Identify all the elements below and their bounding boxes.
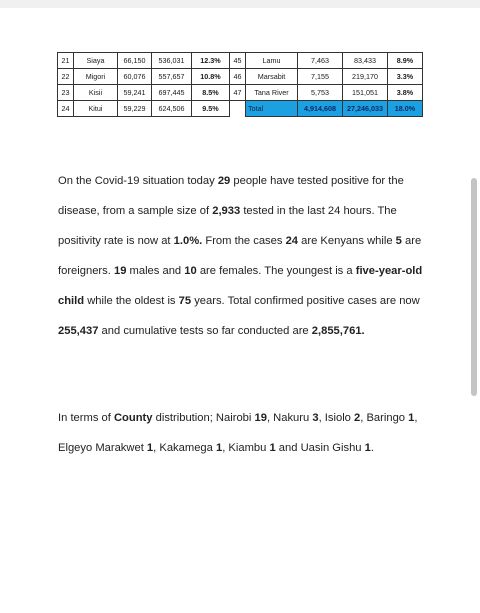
text-span: are foreigners. (58, 235, 422, 277)
males-count: 19 (113, 265, 127, 277)
tests-done: 624,506 (152, 101, 192, 117)
text-span: , Kakamega (153, 442, 216, 454)
county-distribution-paragraph (58, 403, 428, 463)
females-count: 10 (184, 265, 197, 277)
tests-done: 697,445 (152, 85, 192, 101)
county-count: 1 (408, 412, 415, 424)
text-span: males and (126, 265, 185, 277)
total-tests-done: 27,246,033 (343, 101, 388, 117)
row-number: 21 (58, 53, 74, 69)
positivity-rate: 8.5% (192, 85, 230, 101)
positive-cases: 66,150 (118, 53, 152, 69)
county-name: Migori (74, 69, 118, 85)
total-positive-cases: 4,914,608 (298, 101, 343, 117)
positivity-rate-value: 1.0%. (173, 235, 203, 247)
county-count: 1 (364, 442, 371, 454)
county-stats-table (57, 52, 423, 117)
total-label: Total (246, 101, 298, 117)
text-span: From the cases (202, 235, 286, 247)
row-number: 46 (230, 69, 246, 85)
kenyans-count: 24 (285, 235, 299, 247)
county-name: Tana River (246, 85, 298, 101)
text-span: and Uasin Gishu (275, 442, 365, 454)
county-count: 19 (254, 412, 267, 424)
text-span: In terms of (58, 412, 114, 424)
county-count: 1 (269, 442, 276, 454)
county-name: Siaya (74, 53, 118, 69)
positivity-rate: 10.8% (192, 69, 230, 85)
youngest-age: five-year-old child (58, 265, 423, 307)
county-name: Kitui (74, 101, 118, 117)
tests-done: 83,433 (343, 53, 388, 69)
row-number: 23 (58, 85, 74, 101)
sample-size: 2,933 (212, 205, 241, 217)
positivity-rate: 8.9% (388, 53, 423, 69)
text-span: are females. The youngest is a (196, 265, 356, 277)
positivity-rate: 3.3% (388, 69, 423, 85)
tests-done: 536,031 (152, 53, 192, 69)
text-span: . (370, 442, 374, 454)
text-span: , Nakuru (266, 412, 313, 424)
county-name: Lamu (246, 53, 298, 69)
text-span: years. Total confirmed positive cases are now (191, 295, 420, 307)
positive-cases: 60,076 (118, 69, 152, 85)
text-span: , Elgeyo Marakwet (58, 412, 418, 454)
positive-cases: 7,463 (298, 53, 343, 69)
new-cases-count: 29 (217, 175, 231, 187)
positive-cases: 7,155 (298, 69, 343, 85)
text-span: On the Covid-19 situation today (58, 175, 218, 187)
county-count: 2 (354, 412, 361, 424)
positive-cases: 59,241 (118, 85, 152, 101)
text-span: , Kiambu (222, 442, 270, 454)
text-span: , Isiolo (318, 412, 355, 424)
row-number: 22 (58, 69, 74, 85)
total-positivity-rate: 18.0% (388, 101, 423, 117)
positive-cases: 59,229 (118, 101, 152, 117)
text-span: and cumulative tests so far conducted are (98, 325, 312, 337)
oldest-age: 75 (178, 295, 192, 307)
text-span: distribution; Nairobi (152, 412, 255, 424)
county-name: Marsabit (246, 69, 298, 85)
covid-situation-paragraph (58, 166, 428, 346)
table-row (58, 101, 423, 117)
table-row (58, 53, 423, 69)
positivity-rate: 3.8% (388, 85, 423, 101)
tests-done: 151,051 (343, 85, 388, 101)
row-number: 45 (230, 53, 246, 69)
table-row (58, 69, 423, 85)
positivity-rate: 9.5% (192, 101, 230, 117)
top-strip (0, 0, 480, 8)
county-stats-table-wrap (57, 52, 422, 117)
text-span: tested in the last 24 hours. The positivity rate is now at (58, 205, 397, 247)
county-label: County (113, 412, 153, 424)
vertical-scrollbar[interactable] (471, 178, 477, 396)
text-span: people have tested positive for the disease, from a sample size of (58, 175, 404, 217)
tests-done: 219,170 (343, 69, 388, 85)
text-span: , Baringo (360, 412, 409, 424)
county-count: 3 (312, 412, 319, 424)
tests-done: 557,657 (152, 69, 192, 85)
county-name: Kisii (74, 85, 118, 101)
positivity-rate: 12.3% (192, 53, 230, 69)
empty-cell (230, 101, 246, 117)
total-confirmed-cases: 255,437 (58, 325, 99, 337)
table-row (58, 85, 423, 101)
county-count: 1 (215, 442, 223, 454)
row-number: 24 (58, 101, 74, 117)
county-count: 1 (146, 442, 154, 454)
text-span: while the oldest is (84, 295, 179, 307)
row-number: 47 (230, 85, 246, 101)
text-span: are Kenyans while (298, 235, 396, 247)
positive-cases: 5,753 (298, 85, 343, 101)
cumulative-tests: 2,855,761. (311, 325, 365, 337)
foreigners-count: 5 (395, 235, 402, 247)
